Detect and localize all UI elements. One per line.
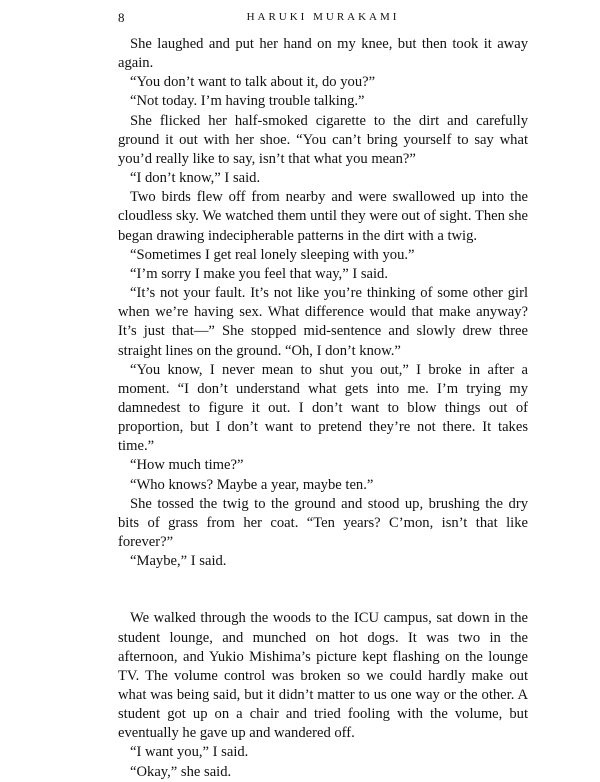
paragraph: She laughed and put her hand on my knee, but then took it away again. — [118, 36, 528, 72]
section-break — [118, 571, 528, 609]
paragraph: “How much time?” — [130, 457, 244, 474]
paragraph: “Okay,” she said. — [130, 763, 232, 780]
paragraph: “I don’t know,” I said. — [130, 170, 261, 187]
paragraph: We walked through the woods to the ICU campus, sat down in the student lounge, and munched on hot dogs. It was two in the afternoon, and Yukio Mishima’s picture kept flashing on the lounge TV. The volume control was broken so we could hardly make out what was being said, but it didn’t matter to us one way or the other. A student got up on a chair and tried fooling with the volume, but eventually he gave up and wandered off. — [118, 610, 528, 742]
running-head — [118, 10, 528, 30]
paragraph: “Who knows? Maybe a year, maybe ten.” — [130, 476, 374, 493]
paragraph: “You don’t want to talk about it, do you?” — [130, 74, 376, 91]
paragraph: She flicked her half-smoked cigarette to the dirt and carefully ground it out with her shoe. “You can’t bring yourself to say what you’d really like to say, isn’t that what you mean?” — [118, 112, 528, 167]
paragraph: Two birds flew off from nearby and were swallowed up into the cloudless sky. We watched them until they were out of sight. Then she began drawing indecipherable patterns in the dirt with a twig. — [118, 189, 528, 244]
paragraph: “I want you,” I said. — [130, 744, 249, 761]
paragraph: “You know, I never mean to shut you out,” I broke in after a moment. “I don’t understand what gets into me. I’m trying my damnedest to figure it out. I don’t want to blow things out of proportion, but I don’t want to pretend they’re not there. It takes time.” — [118, 361, 528, 455]
paragraph: “Sometimes I get real lonely sleeping with you.” — [130, 246, 415, 263]
page-number: 8 — [118, 10, 125, 25]
paragraph: “Not today. I’m having trouble talking.” — [130, 93, 365, 110]
paragraph: “I’m sorry I make you feel that way,” I said. — [130, 265, 388, 282]
paragraph: She tossed the twig to the ground and stood up, brushing the dry bits of grass from her coat. “Ten years? C’mon, isn’t that like forever?” — [118, 495, 528, 551]
body-text — [118, 35, 528, 782]
running-title: HARUKI MURAKAMI — [246, 11, 400, 23]
paragraph: “Maybe,” I said. — [130, 553, 227, 570]
paragraph: “It’s not your fault. It’s not like you’re thinking of some other girl when we’re having sex. What difference would that make anyway? It’s just that—” She stopped mid-sentence and slowly drew three straight lines on the ground. “Oh, I don’t know.” — [118, 285, 528, 359]
